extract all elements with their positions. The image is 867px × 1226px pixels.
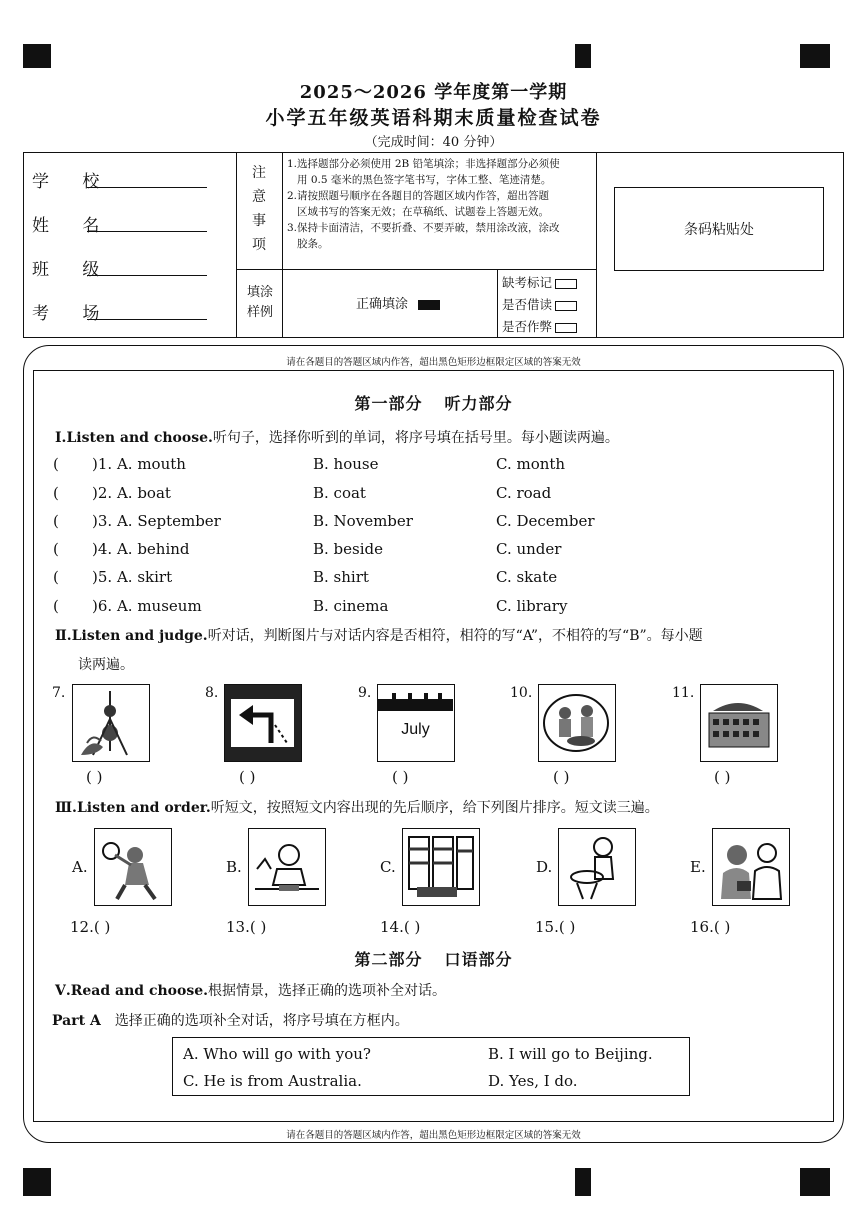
section3-instruction: Ⅲ.Listen and order.听短文，按照短文内容出现的先后顺序，给下列图片排序。短文读三遍。 — [55, 800, 659, 816]
name-field[interactable] — [87, 231, 207, 232]
cheating-mark: 是否作弊 — [502, 317, 577, 335]
basketball-image — [94, 828, 172, 906]
family-image — [712, 828, 790, 906]
absent-mark: 缺考标记 — [502, 273, 577, 291]
option-b: B. cinema — [313, 597, 389, 615]
calendar-image — [377, 684, 455, 762]
warning-top: 请在各题目的答题区域内作答，超出黑色矩形边框限定区域的答案无效 — [286, 357, 581, 368]
section2-instruction-cont: 读两遍。 — [78, 657, 134, 673]
registration-mark — [23, 44, 51, 68]
part-a-instruction: Part A 选择正确的选项补全对话，将序号填在方框内。 — [52, 1013, 409, 1029]
class-label: 班 级 — [32, 260, 114, 280]
part1-title: 第一部分 听力部分 — [354, 394, 513, 413]
option-b: B. I will go to Beijing. — [488, 1045, 653, 1063]
question-item: )1. A. mouth — [92, 455, 186, 473]
option-b: B. beside — [313, 540, 384, 558]
room-field[interactable] — [87, 319, 207, 320]
fill-example-label: 填涂 样例 — [246, 285, 273, 320]
answer-paren[interactable]: ( — [53, 484, 59, 502]
barcode-area: 条码粘贴处 — [614, 187, 824, 271]
option-c: C. skate — [496, 568, 558, 586]
section1-instruction: Ⅰ.Listen and choose.听句子，选择你听到的单词，将序号填在括号里。每小题读两遍。 — [55, 430, 619, 446]
boy-studying-image — [248, 828, 326, 906]
registration-mark — [800, 1168, 830, 1196]
library-building-image — [700, 684, 778, 762]
filled-mark-icon — [418, 300, 440, 310]
answer-paren[interactable]: ( — [53, 597, 59, 615]
transfer-mark: 是否借读 — [502, 295, 577, 313]
cheating-checkbox[interactable] — [555, 323, 577, 333]
school-field[interactable] — [87, 187, 207, 188]
q11-number: 11. — [672, 685, 695, 701]
fill-example: 正确填涂 — [356, 293, 440, 312]
letter-d: D. — [536, 858, 553, 876]
part2-title: 第二部分 口语部分 — [354, 950, 513, 969]
option-d: D. Yes, I do. — [488, 1072, 578, 1090]
q14-answer[interactable]: 14.( ) — [380, 918, 421, 936]
name-label: 姓 名 — [32, 216, 114, 236]
option-c: C. December — [496, 512, 595, 530]
library-shelves-image — [402, 828, 480, 906]
turn-left-sign-image — [224, 684, 302, 762]
answer-paren[interactable]: ( — [53, 540, 59, 558]
section5-instruction: Ⅴ.Read and choose.根据情景，选择正确的选项补全对话。 — [55, 983, 446, 999]
q16-answer[interactable]: 16.( ) — [690, 918, 731, 936]
kids-image — [538, 684, 616, 762]
question-item: )3. A. September — [92, 512, 221, 530]
exam-year: 2025～2026 学年度第一学期 — [299, 82, 568, 103]
option-b: B. coat — [313, 484, 366, 502]
q9-number: 9. — [358, 685, 372, 701]
q15-answer[interactable]: 15.( ) — [535, 918, 576, 936]
q10-number: 10. — [510, 685, 533, 701]
transfer-checkbox[interactable] — [555, 301, 577, 311]
school-label: 学 校 — [32, 172, 114, 192]
q12-answer[interactable]: 12.( ) — [70, 918, 111, 936]
student-info-box — [23, 152, 844, 338]
section2-instruction: Ⅱ.Listen and judge.听对话，判断图片与对话内容是否相符，相符的写“A”，不相符的写“B”。每小题 — [55, 628, 703, 644]
q9-answer[interactable]: ( ) — [392, 768, 409, 786]
option-c: C. library — [496, 597, 568, 615]
letter-c: C. — [380, 858, 396, 876]
letter-b: B. — [226, 858, 242, 876]
letter-a: A. — [72, 858, 88, 876]
q8-number: 8. — [205, 685, 219, 701]
option-b: B. shirt — [313, 568, 369, 586]
tower-image — [72, 684, 150, 762]
calendar-month: July — [401, 721, 430, 738]
answer-paren[interactable]: ( — [53, 455, 59, 473]
room-label: 考 场 — [32, 304, 114, 324]
answer-paren[interactable]: ( — [53, 512, 59, 530]
time-note: （完成时间：40 分钟） — [364, 135, 503, 150]
option-c: C. month — [496, 455, 566, 473]
question-item: )6. A. museum — [92, 597, 202, 615]
q7-number: 7. — [52, 685, 66, 701]
exam-title: 小学五年级英语科期末质量检查试卷 — [265, 107, 602, 129]
registration-mark — [575, 44, 591, 68]
letter-e: E. — [690, 858, 706, 876]
option-c: C. road — [496, 484, 552, 502]
registration-mark — [575, 1168, 591, 1196]
warning-bottom: 请在各题目的答题区域内作答，超出黑色矩形边框限定区域的答案无效 — [286, 1130, 581, 1141]
absent-checkbox[interactable] — [555, 279, 577, 289]
class-field[interactable] — [87, 275, 207, 276]
registration-mark — [23, 1168, 51, 1196]
option-c: C. under — [496, 540, 562, 558]
answer-paren[interactable]: ( — [53, 568, 59, 586]
q11-answer[interactable]: ( ) — [714, 768, 731, 786]
question-item: )5. A. skirt — [92, 568, 173, 586]
question-item: )2. A. boat — [92, 484, 171, 502]
registration-mark — [800, 44, 830, 68]
options-box — [172, 1037, 690, 1096]
question-item: )4. A. behind — [92, 540, 190, 558]
q7-answer[interactable]: ( ) — [86, 768, 103, 786]
q13-answer[interactable]: 13.( ) — [226, 918, 267, 936]
option-a: A. Who will go with you? — [183, 1045, 371, 1063]
option-c: C. He is from Australia. — [183, 1072, 362, 1090]
q8-answer[interactable]: ( ) — [239, 768, 256, 786]
notes-label: 注 意 事 项 — [252, 165, 266, 253]
q10-answer[interactable]: ( ) — [553, 768, 570, 786]
washing-image — [558, 828, 636, 906]
option-b: B. house — [313, 455, 379, 473]
notes-text: 1.选择题部分必须使用 2B 铅笔填涂；非选择题部分必须使 用 0.5 毫米的黑色签字笔书写，字体工整、笔迹清楚。 2.请按照题号顺序在各题目的答题区域内作答，超出答题 区域书写的答案无效；在草稿纸、试题卷上答题无效。 3.保持卡面清洁，不要折叠、不要弄破，禁用涂改液，涂改 胶条。 — [287, 158, 560, 250]
option-b: B. November — [313, 512, 413, 530]
